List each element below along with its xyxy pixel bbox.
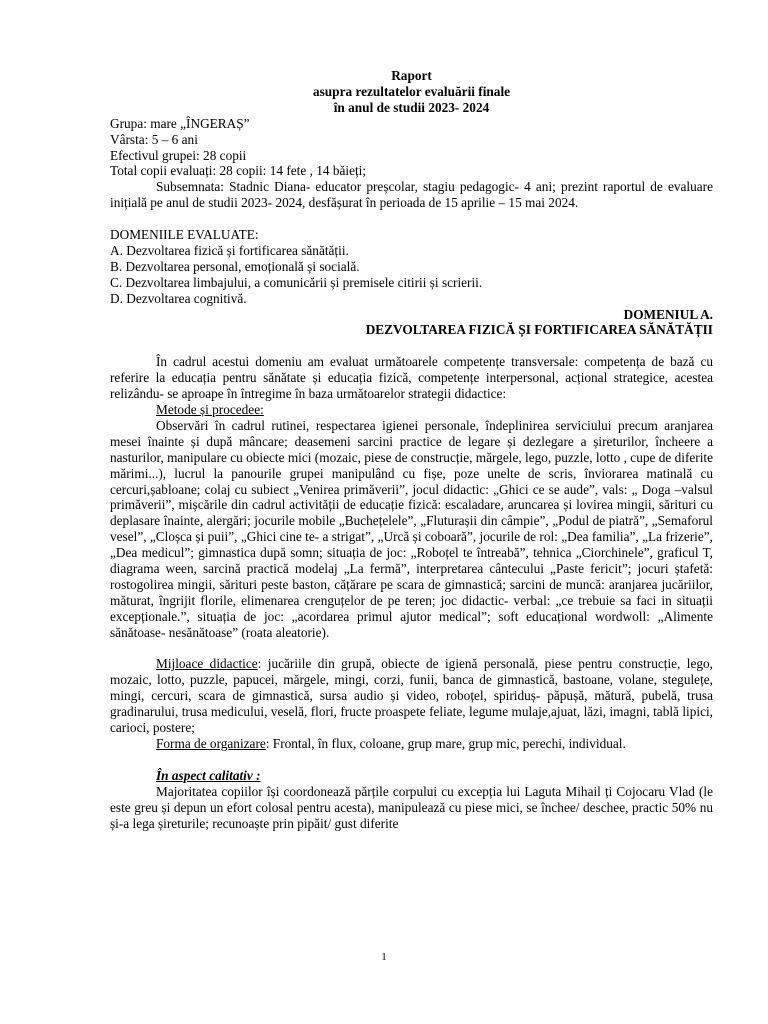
age-line: Vârsta: 5 – 6 ani [110, 131, 198, 147]
domain-item: C. Dezvoltarea limbajului, a comunicării și premisele citirii și scrierii. [110, 274, 483, 290]
methods-label: Metode și procedee: [156, 402, 264, 417]
domain-item: B. Dezvoltarea personal, emoțională și socială. [110, 258, 360, 274]
domain-item: A. Dezvoltarea fizică și fortificarea sănătății. [110, 242, 349, 258]
domain-a-intro: În cadrul acestui domeniu am evaluat următoarele competențe transversale: competența de bază cu referire la educația pentru sănătate și educația fizică, competențe interpersonal, acțional strategice, acestea relizându- se aproape în întregime în baza următoarelor strategii didactice: [110, 354, 713, 402]
spacer [110, 752, 713, 768]
group-line: Grupa: mare „ÎNGERAȘ” [110, 115, 250, 131]
means-paragraph [110, 656, 713, 736]
organization-label: Forma de organizare [156, 736, 266, 752]
report-year: în anul de studii 2023- 2024 [333, 99, 490, 115]
qualitative-paragraph: Majoritatea copiilor își coordonează părțile corpului cu excepția lui Laguta Mihail ți Cojocaru Vlad (le este greu și depun un efort colosal pentru acesta), manipulează cu piese mici, se închee/ deschee, practic 50% nu și-a lega șireturile; recunoaște prin pipăit/ gust diferite [110, 783, 713, 831]
qualitative-label: În aspect calitativ : [156, 767, 261, 783]
evaluated-line: Total copii evaluați: 28 copii: 14 fete , 14 băieți; [110, 163, 367, 179]
means-text: : jucăriile din grupă, obiecte de igienă personală, piese pentru construcție, lego, mozaic, lotto, puzzle, papucei, mărgele, mingi, corzi, funii, banca de gimnastică, bastoane, volane, stegulețe, mingi, cercuri, scara de gimnastică, sursa audio și video, roboțel, spiriduș- păpușă, mătură, pubelă, trusa gradinarului, trusa medicului, veselă, flori, fructe proaspete feliate, legume mulaje,ajuat, lăzi, imagni, tablă lipici, carioci, postere; [110, 656, 713, 736]
report-subtitle: asupra rezultatelor evaluării finale [312, 83, 511, 99]
domain-a-title: DEZVOLTAREA FIZICĂ ȘI FORTIFICAREA SĂNĂTĂȚII [365, 322, 713, 338]
methods-heading [110, 402, 713, 418]
intro-paragraph: Subsemnata: Stadnic Diana- educator preșcolar, stagiu pedagogic- 4 ani; prezint raportul de evaluare inițială pe anul de studii 2023- 2024, desfășurat în perioada de 15 aprilie – 15 mai 2024. [110, 179, 713, 211]
organization-text: : Frontal, în flux, coloane, grup mare, grup mic, perechi, individual. [265, 736, 626, 752]
methods-paragraph: Observări în cadrul rutinei, respectarea igienei personale, îndeplinirea serviciului precum aranjarea mesei înainte și după mâncare; deasemeni sarcini practice de legare și dezlegare a șireturilor, încheere a nasturilor, manipulare cu obiecte mici (mozaic, piese de construcție, mărgele, lego, puzzle, lotto , cupe de diferite mărimi...), lucrul la panourile grupei manipulând cu fișe, poze unelte de scris, înviorarea matinală cu cercuri,șabloane; colaj cu subiect „Venirea primăverii”, jocul didactic: „Ghici ce se aude”, vals: „ Doga –valsul primăverii”, mișcările din cadrul activității de educație fizică: escaladare, aruncarea și lovirea mingii, sărituri cu deplasare înainte, alergări; jocurile mobile „Buchețelele”, „Fluturașii din câmpie”, „Podul de piatră”, „Semaforul vesel”, „Cloșca și puii”, „Ghici cine te- a strigat”, „Urcă și coboară”, jocurile de rol: „Dea familia”, „La frizerie”, „Dea medicul”; gimnastica după somn; situația de joc: „Roboțel te întreabă”, tehnica „Ciorchinele”, graficul T, diagrama ween, sarcină practică modelaj „La fermă”, interpretarea cântecului „Paste fericit”; jocuri ștafetă: rostogolirea mingii, sărituri peste baston, cățărare pe scara de gimnastică; sarcini de muncă: aranjarea jucăriilor, măturat, îngrijit florile, elimenarea crenguțelor de pe teren; joc didactic- verbal: „ce trebuie sa faci in situații excepționale.”, situația de joc: „acordarea primul ajutor medical”; soft educațional wordwoll: „Alimente sănătoase- nesănătoase” (roata aleatorie). [110, 417, 713, 640]
domain-item: D. Dezvoltarea cognitivă. [110, 290, 247, 306]
group-size-line: Efectivul grupei: 28 copii [110, 147, 247, 163]
organization-paragraph [110, 736, 713, 752]
report-title: Raport [391, 68, 432, 83]
means-label: Mijloace didactice [156, 656, 258, 672]
page-content [110, 68, 713, 831]
qualitative-heading [110, 768, 713, 784]
page-number: 1 [381, 951, 387, 963]
spacer [110, 641, 713, 657]
domain-a-label: DOMENIUL A. [623, 306, 713, 322]
spacer [110, 211, 713, 227]
spacer [110, 338, 713, 354]
domains-heading: DOMENIILE EVALUATE: [110, 227, 259, 243]
